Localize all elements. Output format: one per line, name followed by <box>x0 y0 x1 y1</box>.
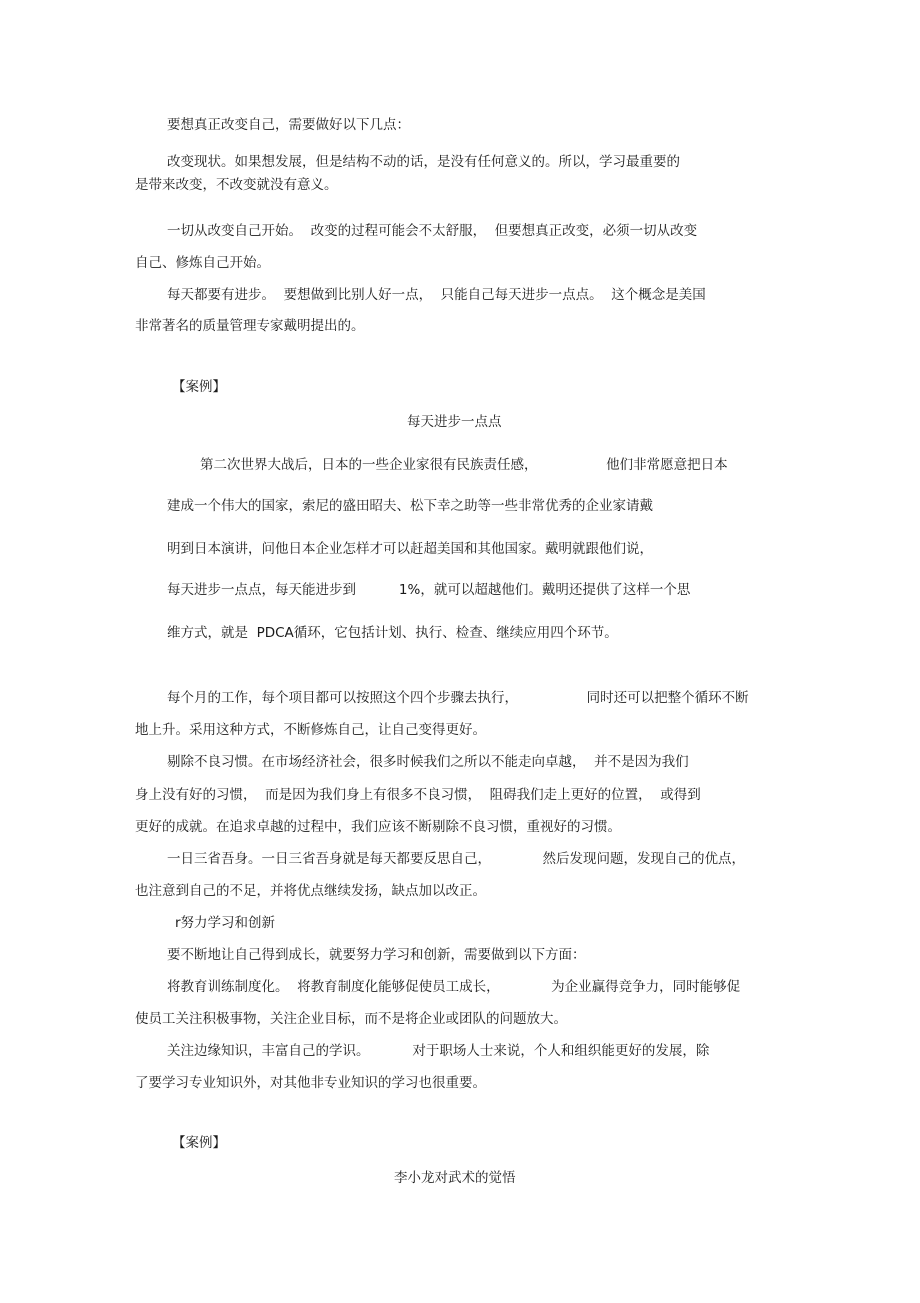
text-line: 一切从改变自己开始。 改变的过程可能会不太舒服， 但要想真正改变，必须一切从改变 <box>167 223 698 239</box>
text-line: 第二次世界大战后，日本的一些企业家很有民族责任感， 他们非常愿意把日本 <box>200 457 728 473</box>
text-line: 是带来改变，不改变就没有意义。 <box>135 177 338 193</box>
text-line: 每天都要有进步。 要想做到比别人好一点， 只能自己每天进步一点点。 这个概念是美国 <box>167 287 706 303</box>
text-line: 自己、修炼自己开始。 <box>135 255 270 271</box>
case-label: 【案例】 <box>172 379 226 395</box>
text-line: 建成一个伟大的国家，索尼的盛田昭夫、松下幸之助等一些非常优秀的企业家请戴 <box>167 498 653 514</box>
text-line: 关注边缘知识，丰富自己的学识。 对于职场人士来说，个人和组织能更好的发展，除 <box>167 1043 710 1059</box>
text-line: 明到日本演讲，问他日本企业怎样才可以赶超美国和其他国家。戴明就跟他们说， <box>167 541 653 557</box>
text-line: 每天进步一点点，每天能进步到 1%，就可以超越他们。戴明还提供了这样一个思 <box>167 582 691 598</box>
text-line: 更好的成就。在追求卓越的过程中，我们应该不断剔除不良习惯，重视好的习惯。 <box>135 819 621 835</box>
case-label: 【案例】 <box>172 1135 226 1151</box>
text-line: 也注意到自己的不足，并将优点继续发扬，缺点加以改正。 <box>135 883 486 899</box>
text-line: 要不断地让自己得到成长，就要努力学习和创新，需要做到以下方面： <box>167 947 586 963</box>
text-line: 剔除不良习惯。在市场经济社会，很多时候我们之所以不能走向卓越， 并不是因为我们 <box>167 754 689 770</box>
text-line: 每个月的工作，每个项目都可以按照这个四个步骤去执行， 同时还可以把整个循环不断 <box>167 690 749 706</box>
case-title: 李小龙对武术的觉悟 <box>394 1170 516 1186</box>
text-line: 要想真正改变自己，需要做好以下几点： <box>167 117 410 133</box>
text-line: 地上升。采用这种方式，不断修炼自己，让自己变得更好。 <box>135 722 486 738</box>
text-line: 一日三省吾身。一日三省吾身就是每天都要反思自己， 然后发现问题，发现自己的优点， <box>167 851 745 867</box>
text-line: 了要学习专业知识外，对其他非专业知识的学习也很重要。 <box>135 1075 486 1091</box>
text-line: 使员工关注积极事物，关注企业目标，而不是将企业或团队的问题放大。 <box>135 1011 567 1027</box>
text-line: 将教育训练制度化。 将教育制度化能够促使员工成长， 为企业赢得竞争力，同时能够促 <box>167 979 741 995</box>
case-title: 每天进步一点点 <box>407 414 502 430</box>
text-line: 身上没有好的习惯， 而是因为我们身上有很多不良习惯， 阻碍我们走上更好的位置， 或得到 <box>135 787 701 803</box>
text-line: 维方式，就是 PDCA循环，它包括计划、执行、检查、继续应用四个环节。 <box>167 625 618 641</box>
section-heading: r努力学习和创新 <box>175 915 276 931</box>
text-line: 改变现状。如果想发展，但是结构不动的话，是没有任何意义的。所以，学习最重要的 <box>167 154 680 170</box>
text-line: 非常著名的质量管理专家戴明提出的。 <box>135 318 365 334</box>
